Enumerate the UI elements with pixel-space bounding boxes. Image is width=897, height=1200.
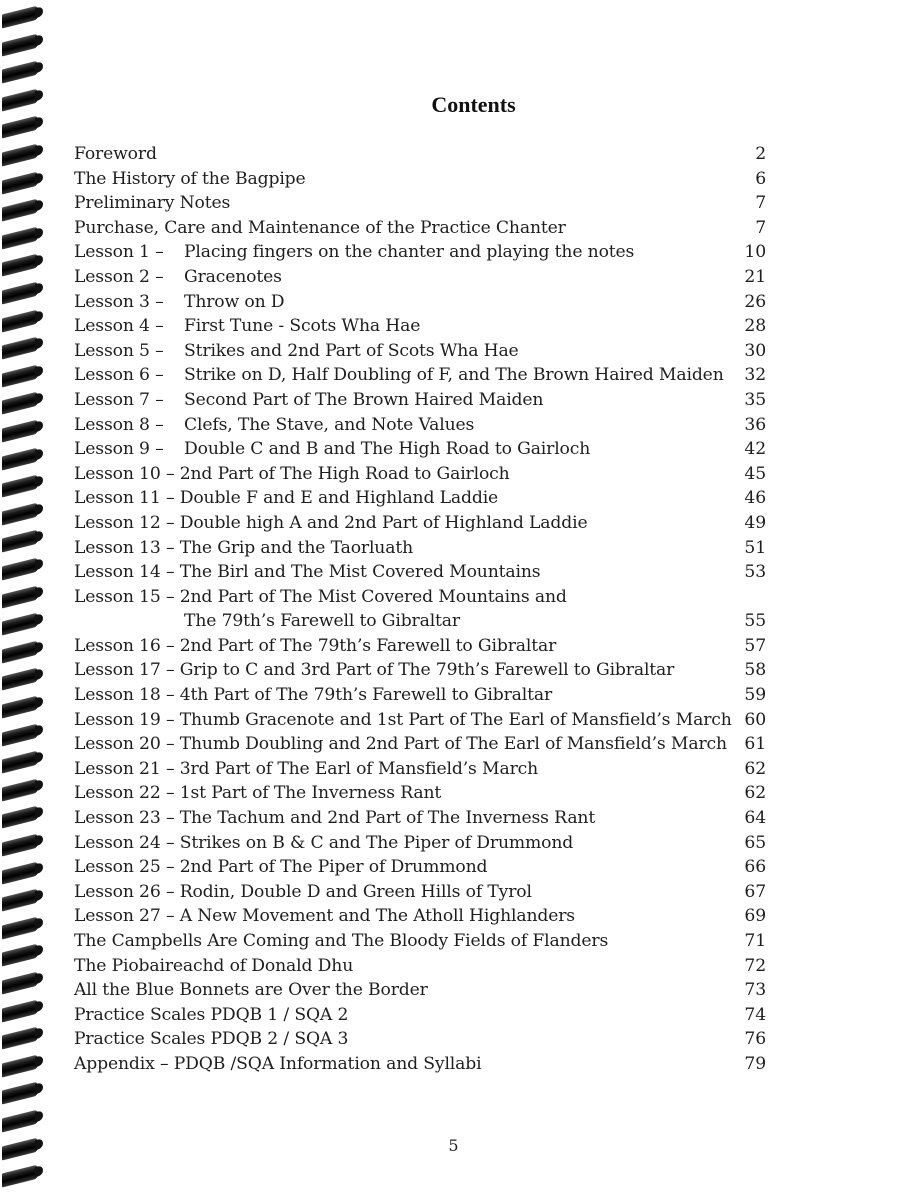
toc-entry-page: 67: [744, 881, 766, 902]
spiral-coil: [2, 337, 38, 360]
toc-entry-title: Preliminary Notes: [74, 193, 231, 214]
spiral-coil: [2, 999, 38, 1022]
toc-entry-page: 45: [744, 463, 766, 484]
toc-entry-title: Lesson 10 – 2nd Part of The High Road to Gairloch: [74, 463, 510, 484]
toc-entry-page: 51: [744, 537, 766, 558]
toc-entry-lesson: Lesson 4 –: [74, 316, 164, 337]
toc-entry: [74, 486, 774, 511]
toc-entry-title: Clefs, The Stave, and Note Values: [184, 414, 475, 435]
toc-entry: [74, 1052, 774, 1077]
toc-entry-title: Lesson 22 – 1st Part of The Inverness Rant: [74, 783, 442, 804]
toc-entry-page: 2: [755, 144, 766, 164]
toc-entry-page: 66: [744, 857, 766, 878]
spiral-coil: [2, 806, 38, 829]
toc-entry: [74, 1027, 774, 1052]
spiral-coil: [2, 1054, 38, 1077]
toc-entry-title: Lesson 17 – Grip to C and 3rd Part of The 79th’s Farewell to Gibraltar: [74, 660, 675, 681]
toc-entry: [74, 216, 774, 241]
toc-entry: [74, 609, 774, 634]
toc-entry-title: Lesson 26 – Rodin, Double D and Green Hills of Tyrol: [74, 881, 532, 902]
toc-entry: [74, 880, 774, 905]
page-number: 5: [448, 1136, 459, 1155]
spiral-coil: [2, 916, 38, 939]
toc-entry: [74, 437, 774, 462]
toc-entry-page: 32: [744, 365, 766, 386]
spiral-coil: [2, 392, 38, 415]
toc-entry-lesson: Lesson 6 –: [74, 365, 164, 386]
toc-entry-page: 55: [744, 611, 766, 632]
toc-entry: [74, 831, 774, 856]
toc-entry-title: Throw on D: [184, 291, 285, 312]
toc-entry-title: Gracenotes: [184, 266, 282, 287]
toc-entry-title: All the Blue Bonnets are Over the Border: [74, 980, 428, 1001]
spiral-coil: [2, 530, 38, 553]
toc-entry-title: Purchase, Care and Maintenance of the Practice Chanter: [74, 217, 566, 238]
toc-entry-title: Double C and B and The High Road to Gairloch: [184, 439, 591, 460]
toc-entry-page: 62: [744, 783, 766, 804]
toc-entry-page: 7: [755, 193, 766, 214]
toc-entry-page: 36: [744, 414, 766, 435]
toc-entry-title: Lesson 21 – 3rd Part of The Earl of Mansfield’s March: [74, 758, 539, 779]
spiral-coil: [2, 144, 38, 167]
toc-entry-page: 42: [744, 439, 766, 460]
spiral-coil: [2, 585, 38, 608]
spiral-coil: [2, 61, 38, 84]
toc-entry-page: 26: [744, 291, 766, 312]
toc-entry-title: The History of the Bagpipe: [74, 168, 306, 189]
toc-entry-page: 79: [744, 1053, 766, 1074]
toc-entry-title: Lesson 13 – The Grip and the Taorluath: [74, 537, 413, 558]
spiral-coil: [2, 309, 38, 332]
toc-entry: [74, 363, 774, 388]
toc-entry: [74, 191, 774, 216]
spiral-coil: [2, 502, 38, 525]
toc-entry-title: Lesson 18 – 4th Part of The 79th’s Farewell to Gibraltar: [74, 685, 553, 706]
toc-entry-page: 46: [744, 488, 766, 509]
toc-entry-page: 76: [744, 1029, 766, 1050]
spiral-coil: [2, 668, 38, 691]
toc-entry-lesson: Lesson 3 –: [74, 291, 164, 312]
toc-entry-title: First Tune - Scots Wha Hae: [184, 316, 421, 337]
toc-entry-page: 62: [744, 758, 766, 779]
toc-entry-title: The Campbells Are Coming and The Bloody Fields of Flanders: [74, 931, 609, 951]
spiral-coil: [2, 447, 38, 470]
spiral-coil: [2, 226, 38, 249]
toc-entry-page: 57: [744, 635, 766, 656]
toc-entry-title: Lesson 15 – 2nd Part of The Mist Covered Mountains and: [74, 586, 567, 607]
toc-entry-lesson: Lesson 9 –: [74, 439, 164, 460]
toc-entry: [74, 1003, 774, 1028]
toc-entry-page: 60: [744, 709, 766, 730]
toc-entry-title: Strikes and 2nd Part of Scots Wha Hae: [184, 340, 519, 361]
toc-entry-title: Practice Scales PDQB 1 / SQA 2: [74, 1004, 349, 1025]
spiral-coil: [2, 420, 38, 443]
toc-entry: [74, 634, 774, 659]
toc-entry-page: 73: [744, 980, 766, 1001]
toc-entry-page: 74: [744, 1004, 766, 1025]
toc-entry: [74, 413, 774, 438]
spiral-coil: [2, 1165, 38, 1188]
toc-entry-title: Lesson 11 – Double F and E and Highland Laddie: [74, 488, 499, 509]
spiral-coil: [2, 254, 38, 277]
toc-entry-title: Lesson 24 – Strikes on B & C and The Piper of Drummond: [74, 832, 574, 853]
toc-entry: [74, 240, 774, 265]
toc-entry-title: Placing fingers on the chanter and playing the notes: [184, 242, 635, 263]
toc-entry-title: Lesson 23 – The Tachum and 2nd Part of The Inverness Rant: [74, 808, 596, 829]
toc-entry: [74, 314, 774, 339]
spiral-coil: [2, 778, 38, 801]
toc-entry-lesson: Lesson 8 –: [74, 414, 164, 435]
spiral-coil: [2, 558, 38, 581]
toc-entry: [74, 954, 774, 979]
toc-entry: [74, 536, 774, 561]
spiral-coil: [2, 834, 38, 857]
spiral-coil: [2, 861, 38, 884]
toc-entry-title: Lesson 16 – 2nd Part of The 79th’s Farewell to Gibraltar: [74, 635, 557, 656]
spiral-coil: [2, 640, 38, 663]
toc-entry-page: 59: [744, 685, 766, 706]
toc-entry-page: 61: [744, 734, 766, 755]
toc-entry: [74, 683, 774, 708]
toc-entry: [74, 708, 774, 733]
toc-entry-lesson: Lesson 2 –: [74, 266, 164, 287]
spiral-coil: [2, 364, 38, 387]
toc-entry-page: 64: [744, 808, 766, 829]
spiral-binding: [0, 0, 44, 1200]
toc-entry: [74, 560, 774, 585]
table-of-contents: [74, 142, 774, 1077]
spiral-coil: [2, 1110, 38, 1133]
spiral-coil: [2, 171, 38, 194]
toc-entry: [74, 904, 774, 929]
toc-entry-title: Lesson 19 – Thumb Gracenote and 1st Part of The Earl of Mansfield’s March: [74, 709, 732, 730]
toc-entry-page: 53: [744, 562, 766, 583]
spiral-coil: [2, 199, 38, 222]
toc-entry-page: 65: [744, 832, 766, 853]
toc-entry-title: The 79th’s Farewell to Gibraltar: [184, 611, 460, 632]
toc-entry-title: Foreword: [74, 144, 157, 164]
toc-entry-title: Lesson 27 – A New Movement and The Atholl Highlanders: [74, 906, 575, 927]
toc-entry-page: 7: [755, 217, 766, 238]
toc-entry-title: Lesson 14 – The Birl and The Mist Covered Mountains: [74, 562, 541, 583]
toc-entry-title: Practice Scales PDQB 2 / SQA 3: [74, 1029, 349, 1050]
spiral-coil: [2, 972, 38, 995]
toc-entry-page: 69: [744, 906, 766, 927]
spiral-coil: [2, 696, 38, 719]
toc-entry-page: 71: [744, 931, 766, 951]
spiral-coil: [2, 613, 38, 636]
toc-entry-page: 30: [744, 340, 766, 361]
toc-entry: [74, 511, 774, 536]
toc-entry-page: 28: [744, 316, 766, 337]
toc-entry: [74, 781, 774, 806]
toc-entry: [74, 978, 774, 1003]
toc-entry-title: Strike on D, Half Doubling of F, and The Brown Haired Maiden: [184, 365, 724, 386]
toc-entry: [74, 732, 774, 757]
spiral-coil: [2, 33, 38, 56]
toc-entry-title: Lesson 20 – Thumb Doubling and 2nd Part of The Earl of Mansfield’s March: [74, 734, 727, 755]
page-title: Contents: [431, 92, 516, 117]
toc-entry: [74, 339, 774, 364]
spiral-coil: [2, 475, 38, 498]
toc-entry: [74, 658, 774, 683]
spiral-coil: [2, 6, 38, 29]
toc-entry-page: 10: [744, 242, 766, 263]
spiral-coil: [2, 944, 38, 967]
toc-entry: [74, 142, 774, 167]
toc-entry-page: 58: [744, 660, 766, 681]
toc-entry-title: The Piobaireachd of Donald Dhu: [74, 955, 354, 976]
toc-entry: [74, 855, 774, 880]
spiral-coil: [2, 723, 38, 746]
toc-entry-title: Lesson 25 – 2nd Part of The Piper of Drummond: [74, 857, 488, 878]
toc-entry: [74, 585, 774, 610]
toc-entry-title: Appendix – PDQB /SQA Information and Syllabi: [74, 1053, 482, 1074]
toc-entry-lesson: Lesson 7 –: [74, 389, 164, 410]
toc-entry: [74, 806, 774, 831]
toc-entry: [74, 929, 774, 954]
toc-entry: [74, 167, 774, 192]
toc-entry-title: Lesson 12 – Double high A and 2nd Part of Highland Laddie: [74, 512, 588, 533]
toc-entry: [74, 265, 774, 290]
toc-entry-page: 21: [744, 266, 766, 287]
spiral-coil: [2, 282, 38, 305]
spiral-coil: [2, 1027, 38, 1050]
spiral-coil: [2, 889, 38, 912]
toc-entry: [74, 462, 774, 487]
toc-entry-page: 49: [744, 512, 766, 533]
toc-entry-lesson: Lesson 1 –: [74, 242, 164, 263]
spiral-coil: [2, 751, 38, 774]
toc-entry: [74, 290, 774, 315]
toc-entry-page: 6: [755, 168, 766, 189]
toc-entry-page: 35: [744, 389, 766, 410]
spiral-coil: [2, 1082, 38, 1105]
toc-entry-page: 72: [744, 955, 766, 976]
toc-entry: [74, 757, 774, 782]
toc-entry-title: Second Part of The Brown Haired Maiden: [184, 389, 544, 410]
spiral-coil: [2, 116, 38, 139]
toc-entry-lesson: Lesson 5 –: [74, 340, 164, 361]
toc-entry: [74, 388, 774, 413]
